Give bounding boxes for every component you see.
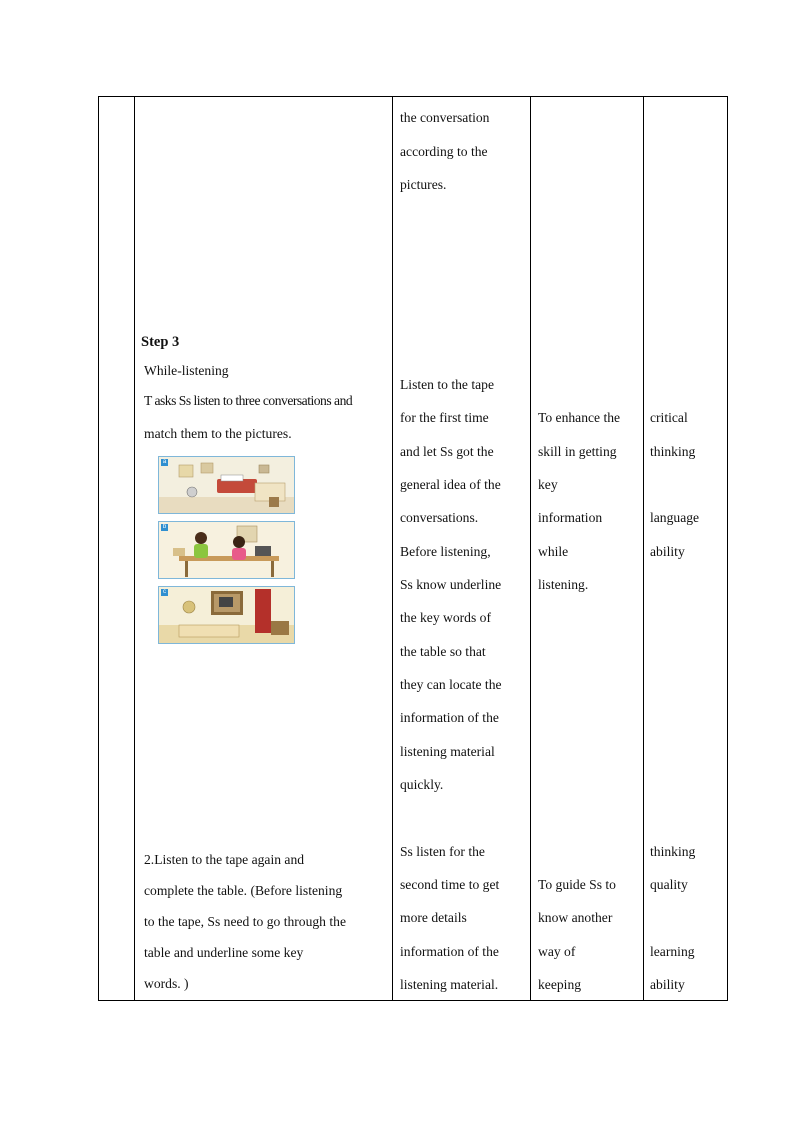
column-divider (134, 96, 135, 1000)
activity-line: and let Ss got the (400, 444, 494, 459)
picture-b (158, 521, 295, 579)
room-illustration (159, 587, 295, 644)
activity-line: conversations. (400, 510, 479, 525)
activity-line: Ss know underline (400, 577, 502, 592)
activity-line: listening material. (400, 977, 499, 992)
purpose-line: To guide Ss to (538, 877, 616, 892)
activity-line: Ss listen for the (400, 844, 485, 859)
column-divider (643, 96, 644, 1000)
picture-tag: b (162, 524, 167, 530)
picture-tag: c (163, 589, 166, 595)
column-divider (392, 96, 393, 1000)
purpose-line: while (538, 544, 569, 559)
purpose-line: way of (538, 944, 576, 959)
competence-line: ability (650, 977, 685, 992)
activity-line: according to the (400, 144, 488, 159)
activity-line: second time to get (400, 877, 500, 892)
activity-line: Before listening, (400, 544, 491, 559)
competence-line: critical (650, 410, 688, 425)
activity-line: quickly. (400, 777, 444, 792)
task-line: complete the table. (Before listening (144, 883, 343, 898)
bedroom-illustration (159, 457, 295, 514)
activity-line: information of the (400, 944, 499, 959)
task-line: to the tape, Ss need to go through the (144, 914, 346, 929)
task-line: match them to the pictures. (144, 426, 292, 441)
purpose-line: know another (538, 910, 613, 925)
purpose-line: information (538, 510, 603, 525)
competence-line: thinking (650, 844, 696, 859)
competence-line: learning (650, 944, 695, 959)
purpose-line: skill in getting (538, 444, 617, 459)
competence-line: ability (650, 544, 685, 559)
task-line: words. ) (144, 976, 189, 991)
activity-line: pictures. (400, 177, 447, 192)
activity-line: for the first time (400, 410, 489, 425)
activity-line: information of the (400, 710, 499, 725)
picture-c (158, 586, 295, 644)
activity-line: listening material (400, 744, 495, 759)
task-line: T asks Ss listen to three conversations and (144, 393, 353, 408)
task-line: 2.Listen to the tape again and (144, 852, 305, 867)
activity-line: general idea of the (400, 477, 501, 492)
activity-line: they can locate the (400, 677, 502, 692)
purpose-line: listening. (538, 577, 589, 592)
picture-tag: a (162, 459, 167, 465)
purpose-line: keeping (538, 977, 582, 992)
purpose-line: To enhance the (538, 410, 621, 425)
activity-line: Listen to the tape (400, 377, 494, 392)
competence-line: thinking (650, 444, 696, 459)
competence-line: language (650, 510, 700, 525)
activity-line: the table so that (400, 644, 486, 659)
activity-line: more details (400, 910, 467, 925)
step-title: Step 3 (141, 334, 180, 350)
students-illustration (159, 522, 295, 579)
phase-label: While-listening (144, 363, 229, 378)
purpose-line: key (538, 477, 558, 492)
activity-line: the conversation (400, 110, 490, 125)
competence-line: quality (650, 877, 688, 892)
column-divider (530, 96, 531, 1000)
task-line: table and underline some key (144, 945, 304, 960)
picture-a (158, 456, 295, 514)
activity-line: the key words of (400, 610, 491, 625)
